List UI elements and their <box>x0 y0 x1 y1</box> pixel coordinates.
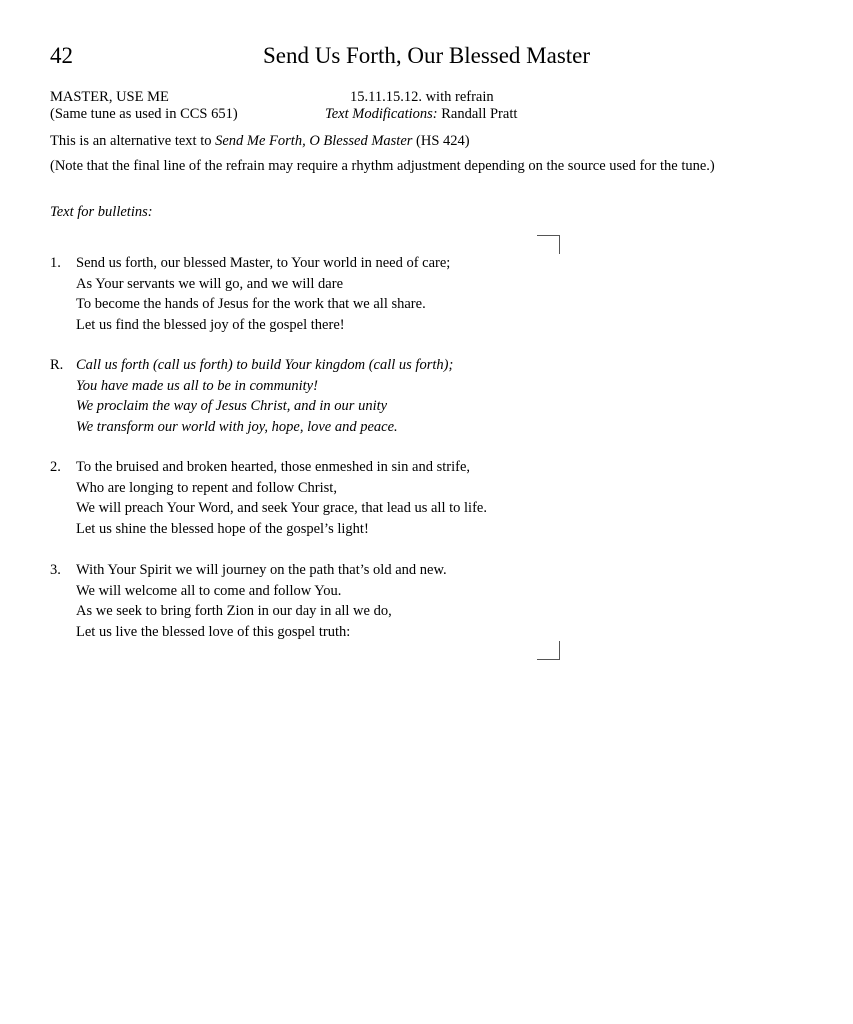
stanza-number: 2. <box>50 459 61 475</box>
page-number: 42 <box>50 43 73 68</box>
tune-name: MASTER, USE ME <box>50 89 169 105</box>
refrain-line: You have made us all to be in community! <box>76 377 318 394</box>
stanza-lines <box>76 560 447 643</box>
bulletins-label: Text for bulletins: <box>50 204 153 220</box>
stanza-line: As we seek to bring forth Zion in our day in all we do, <box>76 603 392 620</box>
alt-title: Send Me Forth, O Blessed Master <box>215 133 413 149</box>
stanza-line: Who are longing to repent and follow Christ, <box>76 479 337 496</box>
crop-mark-bottom <box>537 641 560 660</box>
stanza-line: To become the hands of Jesus for the work that we all share. <box>76 296 426 313</box>
stanza-line: Send us forth, our blessed Master, to Your world in need of care; <box>76 255 451 271</box>
stanza-line: Let us live the blessed love of this gospel truth: <box>76 624 351 641</box>
stanza-lines <box>76 457 487 540</box>
refrain-line: We proclaim the way of Jesus Christ, and in our unity <box>76 398 388 415</box>
text-modifications <box>325 105 517 123</box>
stanza-number: 1. <box>50 255 61 271</box>
stanza-line: Let us shine the blessed hope of the gospel’s light! <box>76 521 369 538</box>
crop-mark-top <box>537 235 560 254</box>
alt-prefix: This is an alternative text to <box>50 133 216 149</box>
stanza-line: As Your servants we will go, and we will dare <box>76 275 344 292</box>
page-title <box>0 42 853 70</box>
refrain-line: Call us forth (call us forth) to build Your kingdom (call us forth); <box>76 357 454 373</box>
rhythm-note: (Note that the final line of the refrain may require a rhythm adjustment depending on the source used for the tune.) <box>50 158 715 174</box>
refrain-line: We transform our world with joy, hope, love and peace. <box>76 419 398 436</box>
refrain-label: R. <box>50 357 64 373</box>
modifications-author: Randall Pratt <box>437 106 518 122</box>
meter: 15.11.15.12. with refrain <box>350 89 494 105</box>
stanza-lines <box>76 253 450 336</box>
alt-suffix: (HS 424) <box>412 133 470 149</box>
stanza-line: We will preach Your Word, and seek Your grace, that lead us all to life. <box>76 500 487 517</box>
stanza-number: 3. <box>50 562 61 578</box>
refrain-lines <box>76 355 453 438</box>
stanza-line: With Your Spirit we will journey on the path that’s old and new. <box>76 562 447 578</box>
stanza-line: To the bruised and broken hearted, those enmeshed in sin and strife, <box>76 459 470 475</box>
title-text: Send Us Forth, Our Blessed Master <box>262 43 591 68</box>
alternative-text-note <box>50 132 470 150</box>
modifications-label: Text Modifications: <box>325 106 438 122</box>
tune-note: (Same tune as used in CCS 651) <box>50 106 238 122</box>
stanza-line: We will welcome all to come and follow You. <box>76 582 342 599</box>
stanza-line: Let us find the blessed joy of the gospel there! <box>76 317 345 334</box>
